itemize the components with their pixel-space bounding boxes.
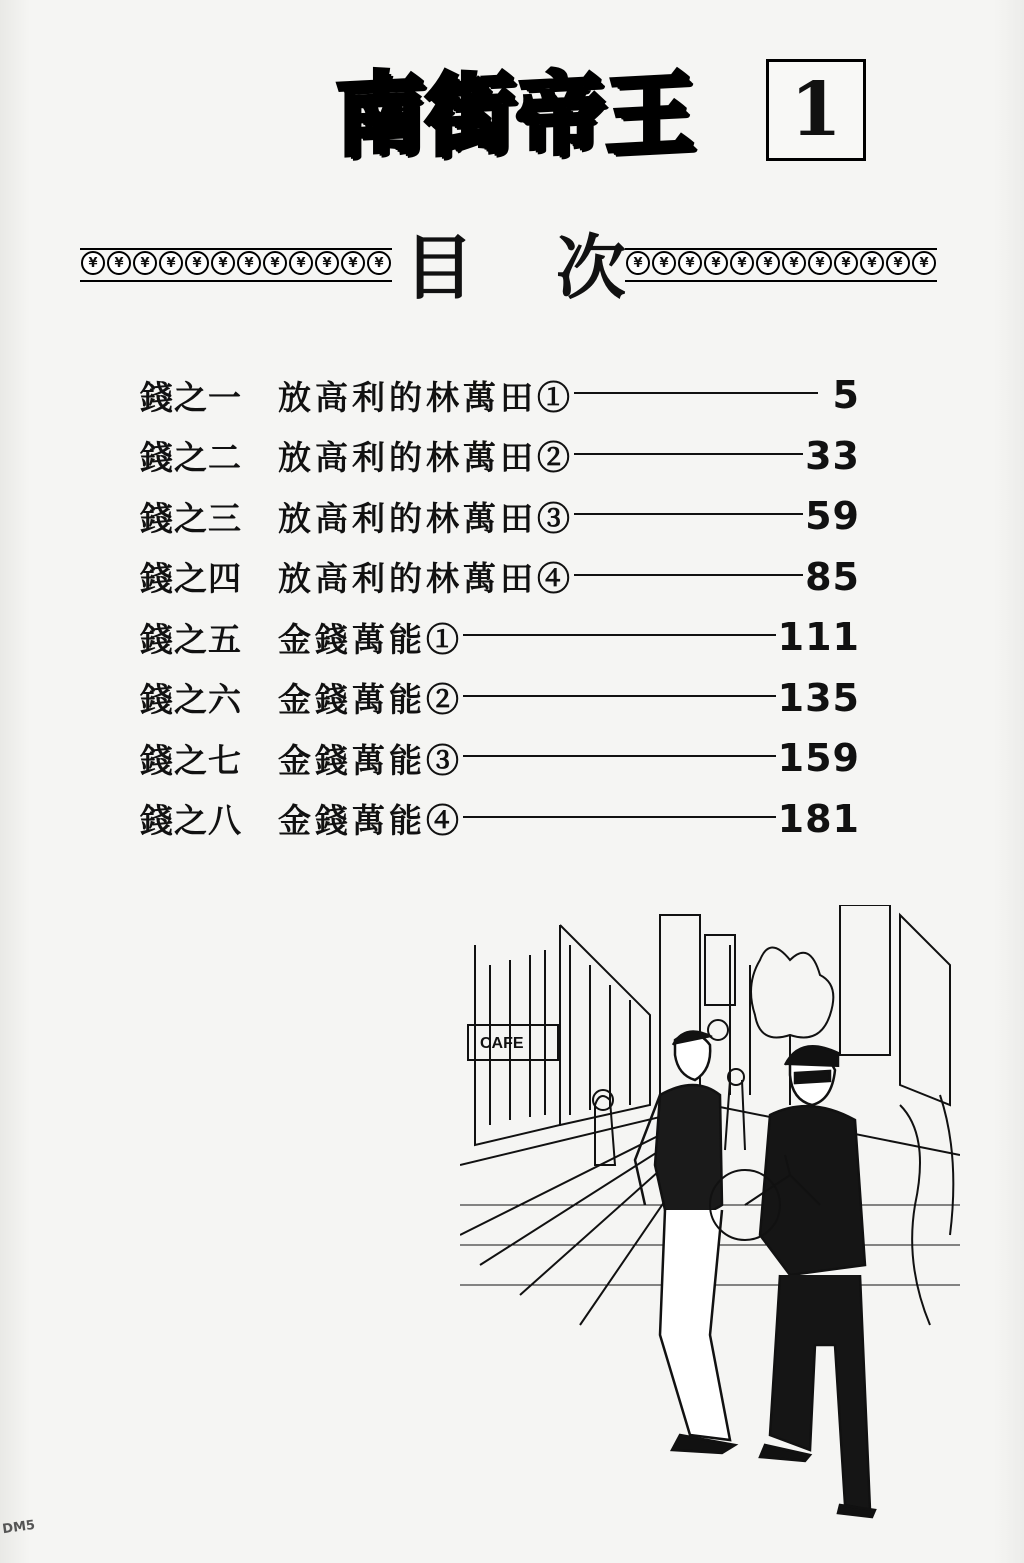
chapter-title: 金錢萬能③ xyxy=(278,740,463,780)
contents-title xyxy=(400,222,630,309)
page-number: 135 xyxy=(777,675,860,720)
toc-entry[interactable] xyxy=(140,668,860,729)
page-number: 111 xyxy=(777,615,860,660)
yen-coin-icon: ¥ xyxy=(834,251,858,275)
yen-coin-icon: ¥ xyxy=(211,251,235,275)
chapter-title: 金錢萬能④ xyxy=(278,801,463,841)
logo-char: 王 xyxy=(606,60,695,169)
building-mid xyxy=(560,925,650,1125)
coin-strip-left xyxy=(80,248,392,282)
logo-char: 帝 xyxy=(516,60,605,169)
coin-strip-right xyxy=(625,248,937,282)
yen-coin-icon: ¥ xyxy=(185,251,209,275)
toc-entry[interactable] xyxy=(140,426,860,487)
leader-line xyxy=(463,695,776,697)
page-number: 5 xyxy=(832,373,860,418)
contents-header xyxy=(80,222,940,309)
toc-entry[interactable] xyxy=(140,728,860,789)
toc-entry[interactable] xyxy=(140,547,860,608)
watermark: DM5 xyxy=(1,1517,37,1538)
page-number: 33 xyxy=(805,433,860,478)
chapter-title: 金錢萬能② xyxy=(278,680,463,720)
yen-coin-icon: ¥ xyxy=(315,251,339,275)
table-of-contents xyxy=(140,365,860,849)
page-number: 85 xyxy=(805,554,860,599)
man-right xyxy=(760,1046,875,1517)
volume-number: 1 xyxy=(766,59,866,161)
yen-coin-icon: ¥ xyxy=(730,251,754,275)
chapter-title: 放高利的林萬田② xyxy=(278,438,574,478)
series-logo xyxy=(335,40,695,190)
leader-line xyxy=(574,453,803,455)
yen-coin-icon: ¥ xyxy=(860,251,884,275)
toc-entry[interactable] xyxy=(140,789,860,850)
yen-coin-icon: ¥ xyxy=(808,251,832,275)
shop-sign-text: CAFE xyxy=(480,1035,524,1052)
yen-coin-icon: ¥ xyxy=(237,251,261,275)
yen-coin-icon: ¥ xyxy=(782,251,806,275)
yen-coin-icon: ¥ xyxy=(367,251,391,275)
chapter-number: 錢之六 xyxy=(140,680,242,720)
leader-line xyxy=(574,513,803,515)
chapter-number: 錢之四 xyxy=(140,559,242,599)
yen-coin-icon: ¥ xyxy=(341,251,365,275)
tree xyxy=(751,948,833,1038)
toc-entry[interactable] xyxy=(140,365,860,426)
leader-line xyxy=(574,392,818,394)
yen-coin-icon: ¥ xyxy=(912,251,936,275)
tree-trunk xyxy=(900,1095,953,1325)
toc-entry[interactable] xyxy=(140,486,860,547)
logo-char: 街 xyxy=(425,60,514,169)
page-number: 181 xyxy=(777,796,860,841)
page-number: 59 xyxy=(805,494,860,539)
yen-coin-icon: ¥ xyxy=(626,251,650,275)
logo-char: 南 xyxy=(335,60,424,169)
chapter-title: 放高利的林萬田④ xyxy=(278,559,574,599)
yen-coin-icon: ¥ xyxy=(107,251,131,275)
chapter-number: 錢之一 xyxy=(140,377,242,417)
chapter-title: 放高利的林萬田③ xyxy=(278,498,574,538)
leader-line xyxy=(463,755,776,757)
chapter-number: 錢之三 xyxy=(140,498,242,538)
chapter-number: 錢之二 xyxy=(140,438,242,478)
page-number: 159 xyxy=(777,736,860,781)
chapter-title: 金錢萬能① xyxy=(278,619,463,659)
yen-coin-icon: ¥ xyxy=(704,251,728,275)
chapter-number: 錢之五 xyxy=(140,619,242,659)
yen-coin-icon: ¥ xyxy=(81,251,105,275)
yen-coin-icon: ¥ xyxy=(133,251,157,275)
yen-coin-icon: ¥ xyxy=(886,251,910,275)
leader-line xyxy=(463,816,776,818)
toc-entry[interactable] xyxy=(140,607,860,668)
chapter-number: 錢之八 xyxy=(140,801,242,841)
leader-line xyxy=(463,634,776,636)
yen-coin-icon: ¥ xyxy=(652,251,676,275)
yen-coin-icon: ¥ xyxy=(678,251,702,275)
chapter-title: 放高利的林萬田① xyxy=(278,377,574,417)
yen-coin-icon: ¥ xyxy=(159,251,183,275)
building-right xyxy=(840,905,890,1055)
yen-coin-icon: ¥ xyxy=(289,251,313,275)
street-scene-illustration xyxy=(460,905,960,1530)
contents-char-2: 次 xyxy=(556,226,626,309)
yen-coin-icon: ¥ xyxy=(756,251,780,275)
yen-coin-icon: ¥ xyxy=(263,251,287,275)
contents-char-1: 目 xyxy=(404,226,474,309)
leader-line xyxy=(574,574,803,576)
chapter-number: 錢之七 xyxy=(140,740,242,780)
